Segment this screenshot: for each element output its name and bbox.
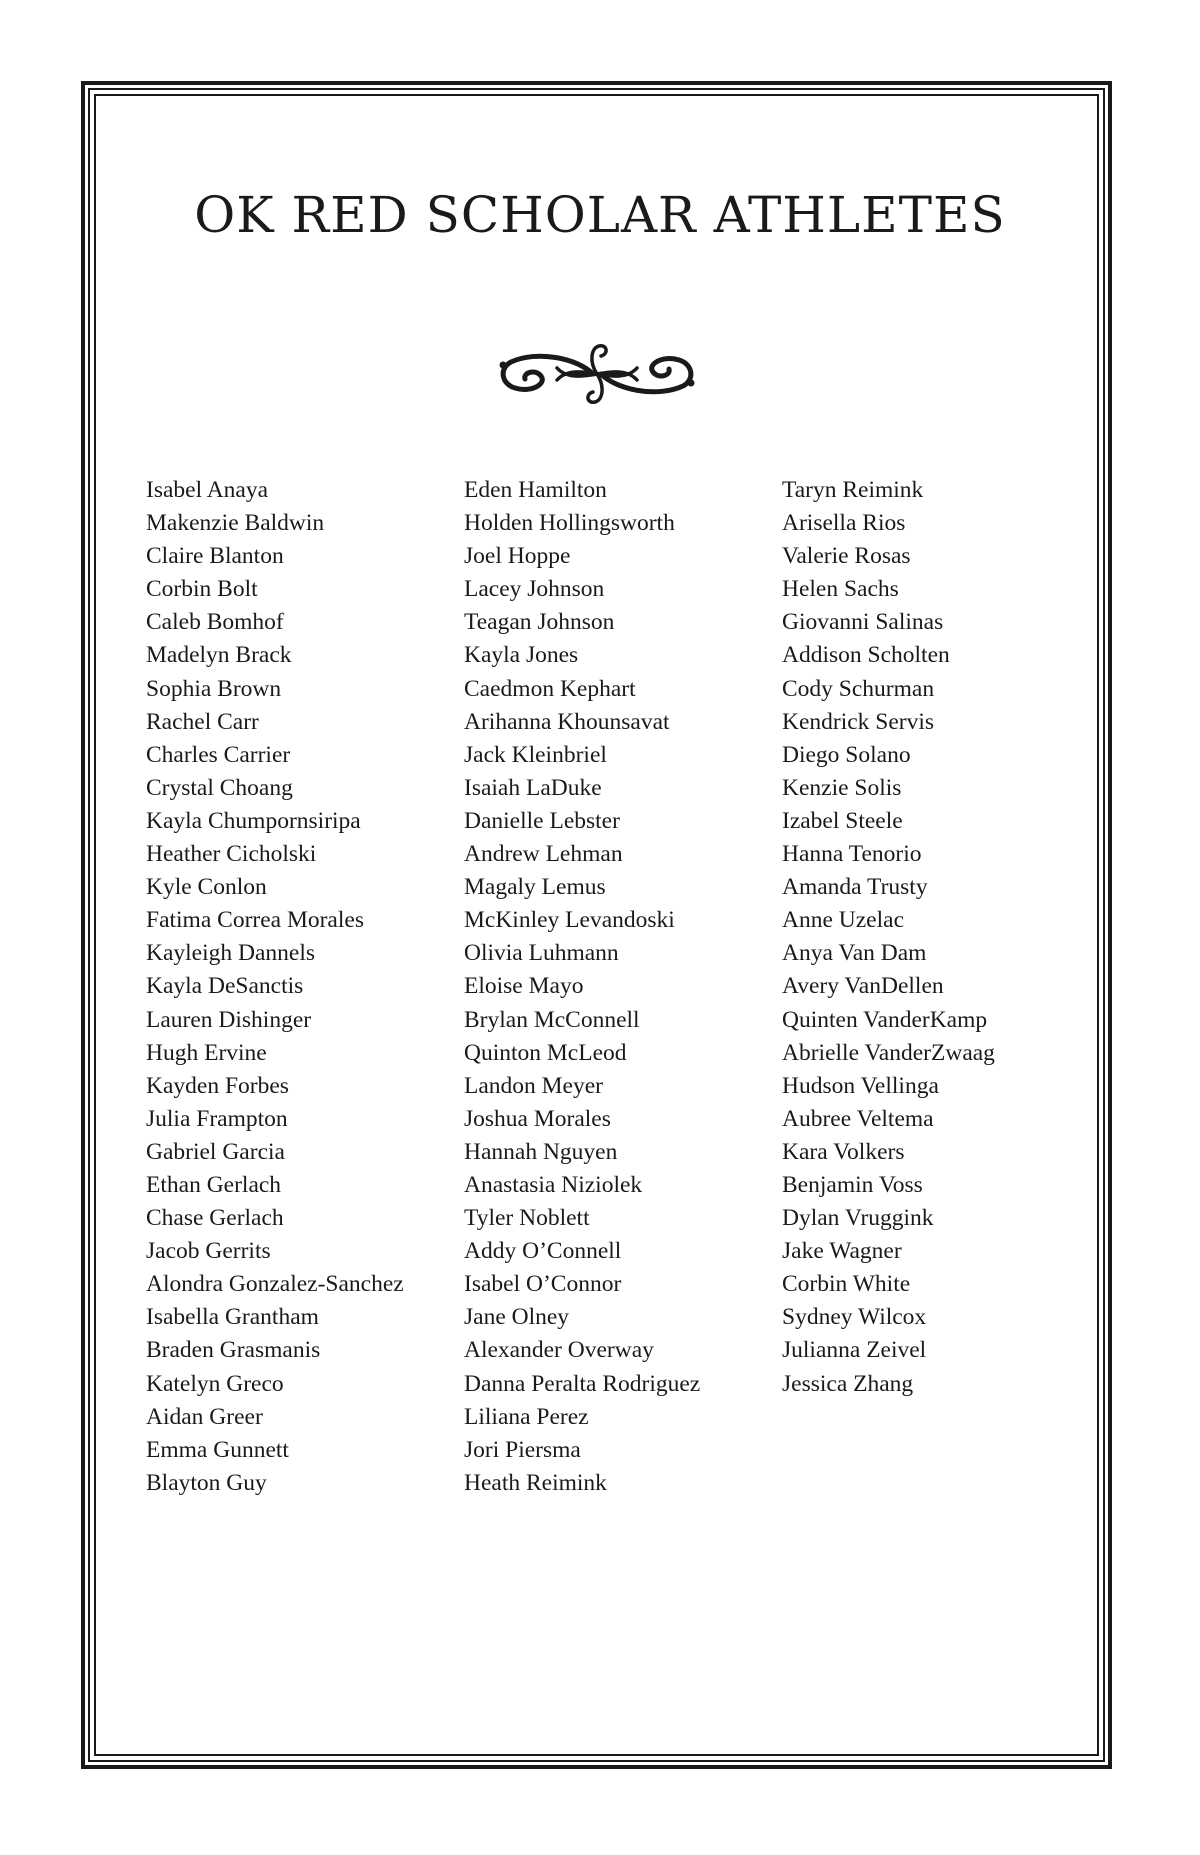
athlete-name: Chase Gerlach <box>146 1205 284 1232</box>
athlete-name: Helen Sachs <box>782 576 899 603</box>
athlete-name: Danna Peralta Rodriguez <box>464 1370 701 1397</box>
athlete-name: Kyle Conlon <box>146 874 267 901</box>
athlete-name: Kayla DeSanctis <box>146 973 304 1000</box>
athlete-name: Andrew Lehman <box>464 841 623 868</box>
athlete-name: Blayton Guy <box>146 1469 267 1496</box>
athlete-name: Kara Volkers <box>782 1138 905 1165</box>
athlete-name: Joel Hoppe <box>464 543 571 570</box>
athlete-name: Hanna Tenorio <box>782 841 922 868</box>
athlete-name: Quinten VanderKamp <box>782 1006 988 1033</box>
athlete-name: Isabel O’Connor <box>464 1271 622 1298</box>
athlete-name: Emma Gunnett <box>146 1436 289 1463</box>
athlete-name: Corbin White <box>782 1271 911 1298</box>
athlete-name: Hannah Nguyen <box>464 1138 618 1165</box>
athlete-name: Danielle Lebster <box>464 807 620 834</box>
names-column-3 <box>782 474 995 1401</box>
athlete-name: Alexander Overway <box>464 1337 654 1364</box>
athlete-name: Rachel Carr <box>146 708 259 735</box>
athlete-name: Joshua Morales <box>464 1105 611 1132</box>
athlete-name: Ethan Gerlach <box>146 1171 282 1198</box>
athlete-name: Magaly Lemus <box>464 874 606 901</box>
athlete-name: Lauren Dishinger <box>146 1006 312 1033</box>
athlete-name: Benjamin Voss <box>782 1171 923 1198</box>
athlete-name: Claire Blanton <box>146 543 284 570</box>
athlete-name: Cody Schurman <box>782 675 935 702</box>
athlete-name: Anastasia Niziolek <box>464 1171 643 1198</box>
athlete-name: Addy O’Connell <box>464 1238 622 1265</box>
athlete-name: Julia Frampton <box>146 1105 288 1132</box>
athlete-name: McKinley Levandoski <box>464 907 675 934</box>
athlete-name: Kenzie Solis <box>782 774 902 801</box>
names-column-1 <box>146 474 404 1500</box>
athlete-name: Liliana Perez <box>464 1403 589 1430</box>
athlete-name: Landon Meyer <box>464 1072 603 1099</box>
athlete-name: Heather Cicholski <box>146 841 317 868</box>
athlete-name: Quinton McLeod <box>464 1039 627 1066</box>
athlete-name: Arihanna Khounsavat <box>464 708 670 735</box>
athlete-name: Dylan Vruggink <box>782 1205 934 1232</box>
athlete-name: Lacey Johnson <box>464 576 605 603</box>
athlete-name: Alondra Gonzalez-Sanchez <box>146 1271 404 1298</box>
athlete-name: Fatima Correa Morales <box>146 907 364 934</box>
athlete-name: Jane Olney <box>464 1304 570 1331</box>
athlete-name: Diego Solano <box>782 741 911 768</box>
athlete-name: Tyler Noblett <box>464 1205 590 1232</box>
athlete-name: Jessica Zhang <box>782 1370 914 1397</box>
athlete-name: Isaiah LaDuke <box>464 774 602 801</box>
athlete-name: Holden Hollingsworth <box>464 510 675 537</box>
athlete-name: Braden Grasmanis <box>146 1337 321 1364</box>
athlete-name: Heath Reimink <box>464 1469 607 1496</box>
athlete-name: Sydney Wilcox <box>782 1304 927 1331</box>
names-columns <box>146 474 1076 1534</box>
athlete-name: Eloise Mayo <box>464 973 584 1000</box>
athlete-name: Kayla Chumpornsiripa <box>146 807 361 834</box>
athlete-name: Valerie Rosas <box>782 543 911 570</box>
athlete-name: Addison Scholten <box>782 642 950 669</box>
athlete-name: Kayden Forbes <box>146 1072 289 1099</box>
athlete-name: Aidan Greer <box>146 1403 263 1430</box>
athlete-name: Corbin Bolt <box>146 576 258 603</box>
athlete-name: Anya Van Dam <box>782 940 927 967</box>
athlete-name: Brylan McConnell <box>464 1006 640 1033</box>
athlete-name: Teagan Johnson <box>464 609 615 636</box>
athlete-name: Kayla Jones <box>464 642 579 669</box>
athlete-name: Charles Carrier <box>146 741 291 768</box>
athlete-name: Katelyn Greco <box>146 1370 284 1397</box>
athlete-name: Izabel Steele <box>782 807 903 834</box>
athlete-name: Hudson Vellinga <box>782 1072 939 1099</box>
athlete-name: Caleb Bomhof <box>146 609 284 636</box>
athlete-name: Amanda Trusty <box>782 874 928 901</box>
athlete-name: Eden Hamilton <box>464 477 607 503</box>
athlete-name: Abrielle VanderZwaag <box>782 1039 995 1066</box>
athlete-name: Isabella Grantham <box>146 1304 319 1331</box>
athlete-name: Isabel Anaya <box>146 477 269 503</box>
athlete-name: Jori Piersma <box>464 1436 581 1463</box>
athlete-name: Kayleigh Dannels <box>146 940 316 967</box>
page-title: OK RED SCHOLAR ATHLETES <box>194 186 1006 244</box>
athlete-name: Avery VanDellen <box>782 973 944 1000</box>
athlete-name: Crystal Choang <box>146 774 293 801</box>
names-column-2 <box>464 474 700 1500</box>
athlete-name: Sophia Brown <box>146 675 282 702</box>
athlete-name: Kendrick Servis <box>782 708 935 735</box>
athlete-name: Arisella Rios <box>782 510 906 537</box>
athlete-name: Jacob Gerrits <box>146 1238 271 1265</box>
flourish-ornament-icon <box>497 338 697 410</box>
athlete-name: Julianna Zeivel <box>782 1337 927 1364</box>
athlete-name: Caedmon Kephart <box>464 675 636 702</box>
athlete-name: Olivia Luhmann <box>464 940 619 967</box>
athlete-name: Hugh Ervine <box>146 1039 267 1066</box>
athlete-name: Makenzie Baldwin <box>146 510 325 537</box>
athlete-name: Aubree Veltema <box>782 1105 934 1132</box>
athlete-name: Giovanni Salinas <box>782 609 944 636</box>
athlete-name: Madelyn Brack <box>146 642 292 669</box>
athlete-name: Jack Kleinbriel <box>464 741 607 768</box>
athlete-name: Gabriel Garcia <box>146 1138 285 1165</box>
athlete-name: Anne Uzelac <box>782 907 904 934</box>
athlete-name: Taryn Reimink <box>782 477 924 503</box>
athlete-name: Jake Wagner <box>782 1238 902 1265</box>
